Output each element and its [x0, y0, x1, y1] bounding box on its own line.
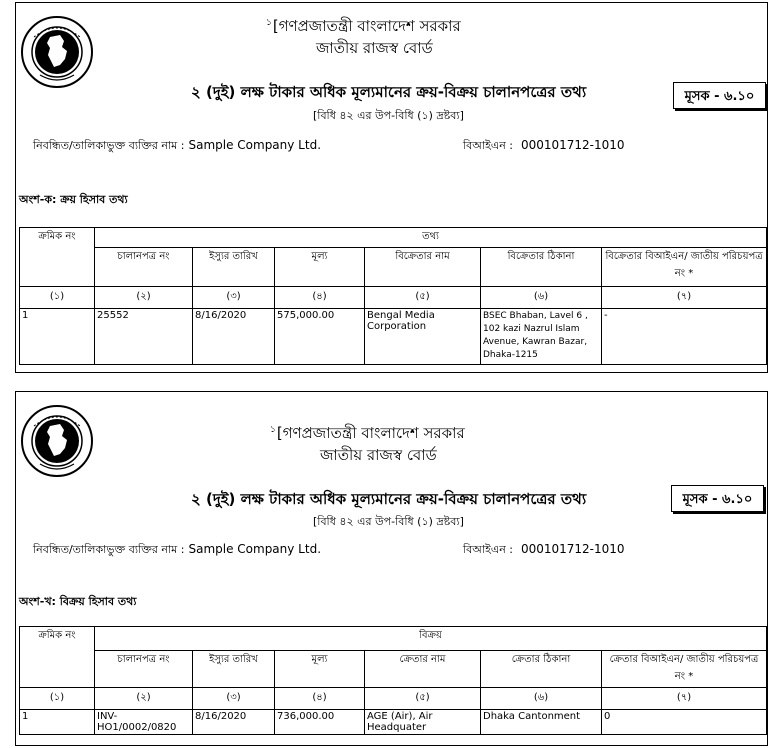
column-number: (৪) — [275, 287, 365, 309]
column-number: (৭) — [602, 688, 767, 710]
column-number: (২) — [95, 688, 193, 710]
purchase-table — [19, 227, 767, 365]
column-header: ক্রেতার নাম — [365, 651, 481, 688]
column-number: (৭) — [602, 287, 767, 309]
rule-reference: [বিধি ৪২ এর উপ-বিধি (১) দ্রষ্টব্য] — [313, 515, 464, 528]
bin-field — [463, 541, 625, 560]
board-name: জাতীয় রাজস্ব বোর্ড — [320, 446, 437, 464]
serial-header: ক্রমিক নং — [20, 228, 95, 287]
rule-reference: [বিধি ৪২ এর উপ-বিধি (১) দ্রষ্টব্য] — [313, 109, 464, 122]
registered-person-value: Sample Company Ltd. — [188, 542, 322, 556]
column-header: ইস্যুর তারিখ — [193, 651, 275, 688]
column-number: (২) — [95, 287, 193, 309]
government-seal-icon — [20, 15, 94, 89]
registered-person — [33, 137, 321, 156]
registered-person-label: নিবন্ধিত/তালিকাভুক্ত ব্যক্তির নাম : — [33, 139, 185, 152]
column-header: মূল্য — [275, 651, 365, 688]
column-number: (৩) — [193, 287, 275, 309]
column-header: মূল্য — [275, 248, 365, 287]
registered-person-label: নিবন্ধিত/তালিকাভুক্ত ব্যক্তির নাম : — [33, 543, 185, 556]
registered-person-value: Sample Company Ltd. — [188, 138, 322, 152]
section-title-purchase: অংশ-ক: ক্রয় হিসাব তথ্য — [19, 193, 128, 206]
serial-header: ক্রমিক নং — [20, 627, 95, 688]
column-header: ক্রেতার বিআইএন/ জাতীয় পরিচয়পত্র নং * — [602, 651, 767, 688]
bin-label: বিআইএন : — [463, 139, 513, 152]
table-row — [20, 309, 767, 365]
section-title-sales: অংশ-খ: বিক্রয় হিসাব তথ্য — [19, 595, 137, 608]
column-header: ইস্যুর তারিখ — [193, 248, 275, 287]
value-cell: 736,000.00 — [275, 710, 365, 735]
invoice-no-cell: INV-HO1/0002/0820 — [95, 710, 193, 735]
form-title: ২ (দুই) লক্ষ টাকার অধিক মূল্যমানের ক্রয়-বিক্রয় চালানপত্রের তথ্য — [191, 490, 587, 508]
party-id-cell: - — [602, 309, 767, 365]
issue-date-cell: 8/16/2020 — [193, 309, 275, 365]
party-name-cell: Bengal Media Corporation — [365, 309, 481, 365]
invoice-no-cell: 25552 — [95, 309, 193, 365]
table-row — [20, 710, 767, 735]
party-address-cell: BSEC Bhaban, Lavel 6 , 102 kazi Nazrul Islam Avenue, Kawran Bazar, Dhaka-1215 — [481, 309, 602, 365]
column-header: ক্রেতার ঠিকানা — [481, 651, 602, 688]
sales-form-panel — [15, 391, 768, 746]
bin-field — [463, 137, 625, 156]
column-number: (৫) — [365, 688, 481, 710]
serial-cell: 1 — [20, 309, 95, 365]
purchase-form-panel — [15, 2, 768, 373]
issue-date-cell: 8/16/2020 — [193, 710, 275, 735]
column-number: (৩) — [193, 688, 275, 710]
column-number: (৪) — [275, 688, 365, 710]
column-number: (১) — [20, 688, 95, 710]
column-header: বিক্রেতার বিআইএন/ জাতীয় পরিচয়পত্র নং * — [602, 248, 767, 287]
column-header: চালানপত্র নং — [95, 248, 193, 287]
party-id-cell: 0 — [602, 710, 767, 735]
government-seal-icon — [20, 404, 94, 478]
party-address-cell: Dhaka Cantonment — [481, 710, 602, 735]
government-name: $^১$[গণপ্রজাতন্ত্রী বাংলাদেশ সরকার — [266, 17, 461, 35]
registered-person — [33, 541, 321, 560]
column-number: (১) — [20, 287, 95, 309]
form-code-badge: মূসক - ৬.১০ — [673, 82, 766, 109]
bin-value: 000101712-1010 — [520, 138, 625, 152]
column-number: (৬) — [481, 287, 602, 309]
value-cell: 575,000.00 — [275, 309, 365, 365]
sales-table — [19, 626, 767, 735]
group-header: বিক্রয় — [95, 627, 767, 651]
form-title: ২ (দুই) লক্ষ টাকার অধিক মূল্যমানের ক্রয়-বিক্রয় চালানপত্রের তথ্য — [191, 83, 587, 101]
form-code-badge: মূসক - ৬.১০ — [671, 485, 764, 512]
bin-label: বিআইএন : — [463, 543, 513, 556]
party-name-cell: AGE (Air), Air Headquater — [365, 710, 481, 735]
bin-value: 000101712-1010 — [520, 542, 625, 556]
column-header: বিক্রেতার ঠিকানা — [481, 248, 602, 287]
serial-cell: 1 — [20, 710, 95, 735]
group-header: তথ্য — [95, 228, 767, 248]
column-header: চালানপত্র নং — [95, 651, 193, 688]
column-number: (৫) — [365, 287, 481, 309]
column-number: (৬) — [481, 688, 602, 710]
board-name: জাতীয় রাজস্ব বোর্ড — [316, 39, 433, 57]
government-name: $^১$[গণপ্রজাতন্ত্রী বাংলাদেশ সরকার — [270, 424, 465, 442]
column-header: বিক্রেতার নাম — [365, 248, 481, 287]
